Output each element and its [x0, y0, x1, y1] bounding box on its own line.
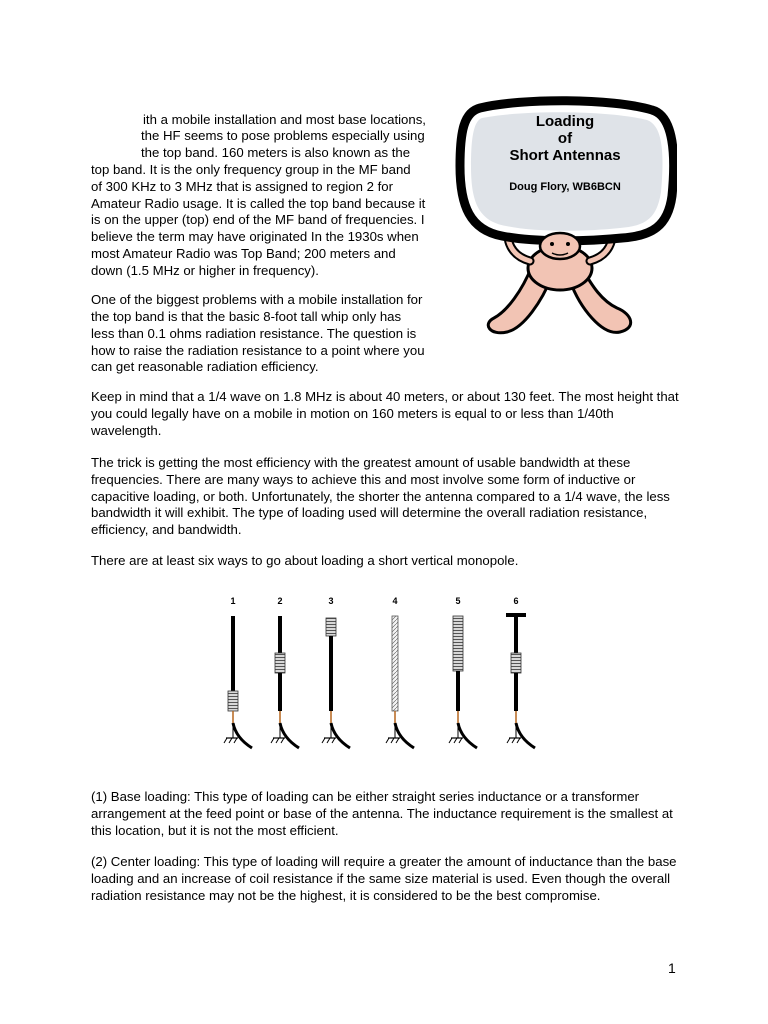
- quarter-wave-paragraph: Keep in mind that a 1/4 wave on 1.8 MHz is about 40 meters, or about 130 feet. The most height that you could legally have on a mobile in motion on 160 meters is equal to or less than 1/40th wavelength.: [91, 389, 679, 438]
- trick-paragraph: The trick is getting the most efficiency with the greatest amount of usable bandwidth at these frequencies. There are many ways to achieve this and most involve some form of inductive or capacitive loading, or both. Unfortunately, the shorter the antenna compared to a 1/4 wave, the less bandwidth it will exhibit. The type of loading used will determine the overall radiation resistance, efficiency, and bandwidth.: [91, 455, 670, 538]
- antenna-label-6: 6: [513, 596, 519, 606]
- cartoon-author: Doug Flory, WB6BCN: [509, 181, 621, 193]
- cartoon-title-line3: Short Antennas: [509, 147, 621, 164]
- center-loading-paragraph: (2) Center loading: This type of loading will require a greater the amount of inductance than the base loading and an increase of coil resistance if the same size material is used. Even though the overall radiation resistance may not be the highest, it is considered to be the best compromise.: [91, 854, 677, 903]
- antenna-label-4: 4: [392, 596, 398, 606]
- intro-line: Amateur Radio usage. It is called the top band because it: [91, 196, 426, 211]
- intro-line: is on the upper (top) end of the MF band of frequencies. I: [91, 212, 425, 227]
- intro-line: down (1.5 MHz or higher in frequency).: [91, 263, 319, 278]
- antenna-label-3: 3: [328, 596, 334, 606]
- loading-cartoon-illustration: [452, 96, 677, 346]
- cartoon-title-line2: of: [557, 130, 573, 147]
- problem-line: how to raise the radiation resistance to a point where you: [91, 343, 425, 358]
- intro-line: of 300 KHz to 3 MHz that is assigned to region 2 for: [91, 179, 394, 194]
- intro-line: believe the term may have originated In the 1930s when: [91, 229, 419, 244]
- base-loading-paragraph: (1) Base loading: This type of loading can be either straight series inductance or a transformer arrangement at the feed point or base of the antenna. The inductance requirement is the smallest at this location, but it is not the most efficient.: [91, 789, 673, 838]
- antenna-loading-figure: [212, 588, 557, 760]
- intro-line: the HF seems to pose problems especially using: [141, 128, 425, 143]
- intro-line: ith a mobile installation and most base locations,: [143, 112, 426, 127]
- antenna-label-5: 5: [455, 596, 461, 606]
- problem-line: One of the biggest problems with a mobile installation for: [91, 292, 423, 307]
- six-ways-paragraph: There are at least six ways to go about loading a short vertical monopole.: [91, 553, 519, 568]
- page-number: 1: [668, 960, 676, 976]
- cartoon-title-line1: Loading: [535, 113, 595, 130]
- intro-line: the top band. 160 meters is also known as the: [141, 145, 411, 160]
- antenna-label-1: 1: [230, 596, 236, 606]
- intro-line: most Amateur Radio was Top Band; 200 meters and: [91, 246, 396, 261]
- problem-line: less than 0.1 ohms radiation resistance. The question is: [91, 326, 417, 341]
- problem-line: can get reasonable radiation efficiency.: [91, 359, 319, 374]
- problem-line: the top band is that the basic 8-foot tall whip only has: [91, 309, 402, 324]
- intro-line: top band. It is the only frequency group in the MF band: [91, 162, 411, 177]
- antenna-label-2: 2: [277, 596, 283, 606]
